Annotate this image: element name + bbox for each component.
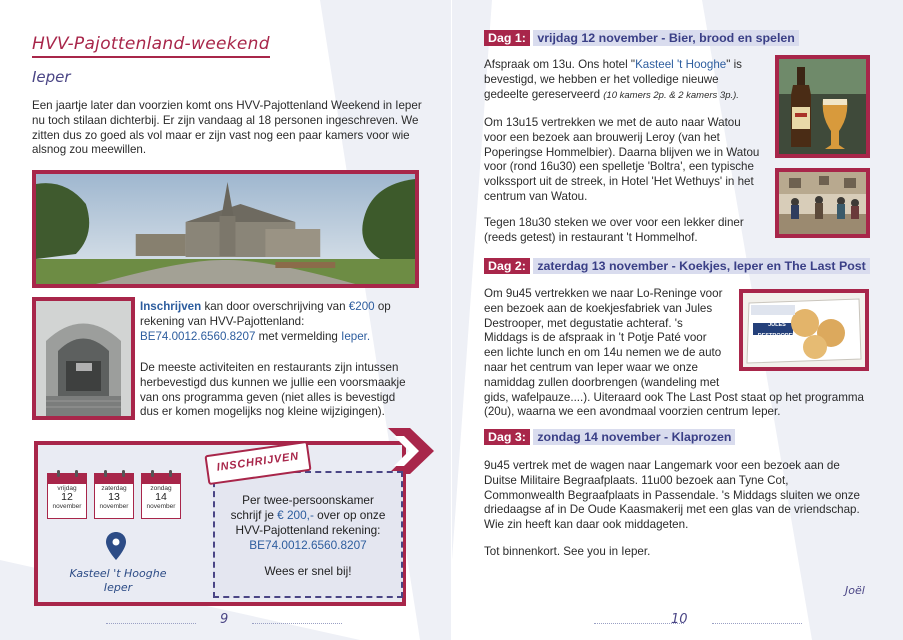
registration-text-2: op rekening van HVV-Pajottenland: — [140, 300, 391, 328]
calendar-day-2 — [94, 473, 134, 519]
day-2-text: Om 9u45 vertrekken we naar Lo-Reninge voor een bezoek aan de koekjesfabriek van Jules Destrooper, met degustatie achteraf. 's Middags is de afspraak in 't Potje Paté voor een lichte lunch en om 14u nemen we de auto naar het centrum van Ieper waar we onze namiddag zullen doorbrengen (wandeling met gids, wafelpauze....). Uiteraard ook The Last Post staat op het programma (20u), waarna we een avondmaal voorzien centrum Ieper. — [484, 287, 865, 419]
page-number-left: 9 — [220, 612, 229, 627]
day-3-title: zondag 14 november - Klaprozen — [533, 429, 735, 445]
calendar-2-date: 13 — [108, 491, 120, 503]
day-1-room-detail: (10 kamers 2p. & 2 kamers 3p.). — [603, 89, 739, 101]
calendar-1-month: november — [52, 503, 82, 510]
payment-amount: € 200,- — [277, 508, 314, 522]
page-subtitle: Ieper — [32, 68, 71, 86]
payment-account: BE74.0012.6560.8207 — [249, 538, 367, 552]
footer-dots-left-b — [252, 623, 342, 624]
title-underline — [32, 56, 270, 58]
calendar-2-weekday: zaterdag — [101, 485, 127, 492]
inschrijven-tag: INSCHRIJVEN — [204, 441, 311, 485]
payment-line-3: HVV-Pajottenland rekening: — [235, 523, 381, 537]
cookie-brand-label: JULES DESTROOPER — [757, 322, 797, 339]
registration-reference: Ieper. — [341, 329, 371, 343]
calendar-3-weekday: zondag — [150, 485, 172, 492]
day-1-badge: Dag 1: — [484, 30, 530, 46]
footer-dots-left-a — [106, 623, 196, 624]
location-pin-icon — [106, 532, 126, 560]
right-page — [452, 0, 903, 640]
day-1-heading — [484, 31, 799, 45]
registration-account: BE74.0012.6560.8207 — [140, 329, 256, 343]
calendar-2-month: november — [99, 503, 129, 510]
payment-line-2 — [213, 508, 403, 523]
location-label — [48, 567, 188, 595]
intro-paragraph: Een jaartje later dan voorzien komt ons HVV-Pajottenland Weekend in Ieper nu toch stilaan dichterbij. Er zijn vandaag al 18 personen ingeschreven. We zitten dus zo goed als vol maar er zijn vast nog een paar kamers voor wie alsnog zou meewillen. — [32, 99, 422, 157]
payment-line-2b: over op onze — [313, 508, 386, 522]
left-page — [0, 0, 451, 640]
signature: Joël — [845, 584, 865, 597]
day-1-hotel-name: Kasteel 't Hooghe — [635, 58, 727, 71]
boltra-game-image — [779, 172, 866, 234]
registration-paragraph — [140, 300, 410, 344]
registration-text-1: kan door overschrijving van — [201, 300, 349, 313]
location-city: Ieper — [103, 581, 133, 594]
boltra-photo — [775, 168, 870, 238]
location-name: Kasteel 't Hooghe — [69, 567, 167, 580]
day-1-paragraph-1 — [484, 58, 762, 103]
panorama-photo — [32, 170, 419, 288]
calendar-1-date: 12 — [61, 491, 73, 503]
memorial-photo — [32, 297, 135, 420]
day-2-heading — [484, 259, 870, 273]
payment-info-text — [213, 493, 403, 579]
day-2-title: zaterdag 13 november - Koekjes, Ieper en The Last Post — [533, 258, 869, 274]
day-1-title: vrijdag 12 november - Bier, brood en spelen — [533, 30, 799, 46]
calendar-3-date: 14 — [155, 491, 167, 503]
payment-closing: Wees er snel bij! — [264, 564, 352, 578]
day-1-paragraph-2: Om 13u15 vertrekken we met de auto naar Watou voor een bezoek aan brouwerij Leroy (van het Poperingse Hommelbier). Daarna blijven we in Watou voor (rond 16u30) een spelletje 'Boltra', een typische volkssport uit de streek, in Hotel 'Het Wethuys' in het centrum van Watou. — [484, 116, 760, 203]
beer-bottle-image — [779, 59, 866, 154]
day-1-p1-a: Afspraak om 13u. Ons hotel " — [484, 58, 636, 71]
registration-amount: €200 — [348, 300, 375, 313]
beer-photo — [775, 55, 870, 158]
calendar-3-month: november — [146, 503, 176, 510]
note-paragraph: De meeste activiteiten en restaurants zijn intussen herbevestigd dus kunnen we jullie een voorsmaakje van ons programma geven (niet alles is bevestigd dus er komen mogelijks nog kleine wijzigingen). — [140, 361, 406, 419]
calendar-day-3 — [141, 473, 181, 519]
closing-line: Tot binnenkort. See you in Ieper. — [484, 545, 651, 558]
day-1-p1-b: " is bevestigd, we hebben er het volledige nieuwe gedeelte gereserveerd — [484, 58, 742, 101]
page-number-right: 10 — [671, 612, 688, 627]
menin-gate-image — [36, 301, 131, 416]
arrow-chevron-icon — [388, 428, 436, 474]
calendar-1-weekday: vrijdag — [57, 485, 77, 492]
registration-text-3: met vermelding — [255, 329, 342, 343]
footer-dots-right-b — [712, 623, 802, 624]
payment-line-1: Per twee-persoonskamer — [242, 493, 374, 507]
day-3-paragraph: 9u45 vertrek met de wagen naar Langemark voor een bezoek aan de Duitse Militaire Begraafplaats. 11u00 bezoek aan Tyne Cot, Commonwealth Begraafplaats in Passendale. 's Middags sluiten we onze driedaagse af in De Oude Kaasmakerij met een glas van de vriendschap. Wie zin heeft kan daar ook middageten. — [484, 459, 860, 532]
day-3-badge: Dag 3: — [484, 429, 530, 445]
day-3-heading — [484, 430, 735, 444]
church-panorama-image — [36, 174, 415, 284]
calendar-day-1 — [47, 473, 87, 519]
payment-line-2a: schrijf je — [230, 508, 278, 522]
registration-lead: Inschrijven — [140, 300, 202, 313]
day-2-badge: Dag 2: — [484, 258, 530, 274]
day-1-paragraph-3: Tegen 18u30 steken we over voor een lekker diner (reeds getest) in restaurant 't Hommelhof. — [484, 216, 744, 244]
page-title: HVV-Pajottenland-weekend — [32, 34, 270, 54]
